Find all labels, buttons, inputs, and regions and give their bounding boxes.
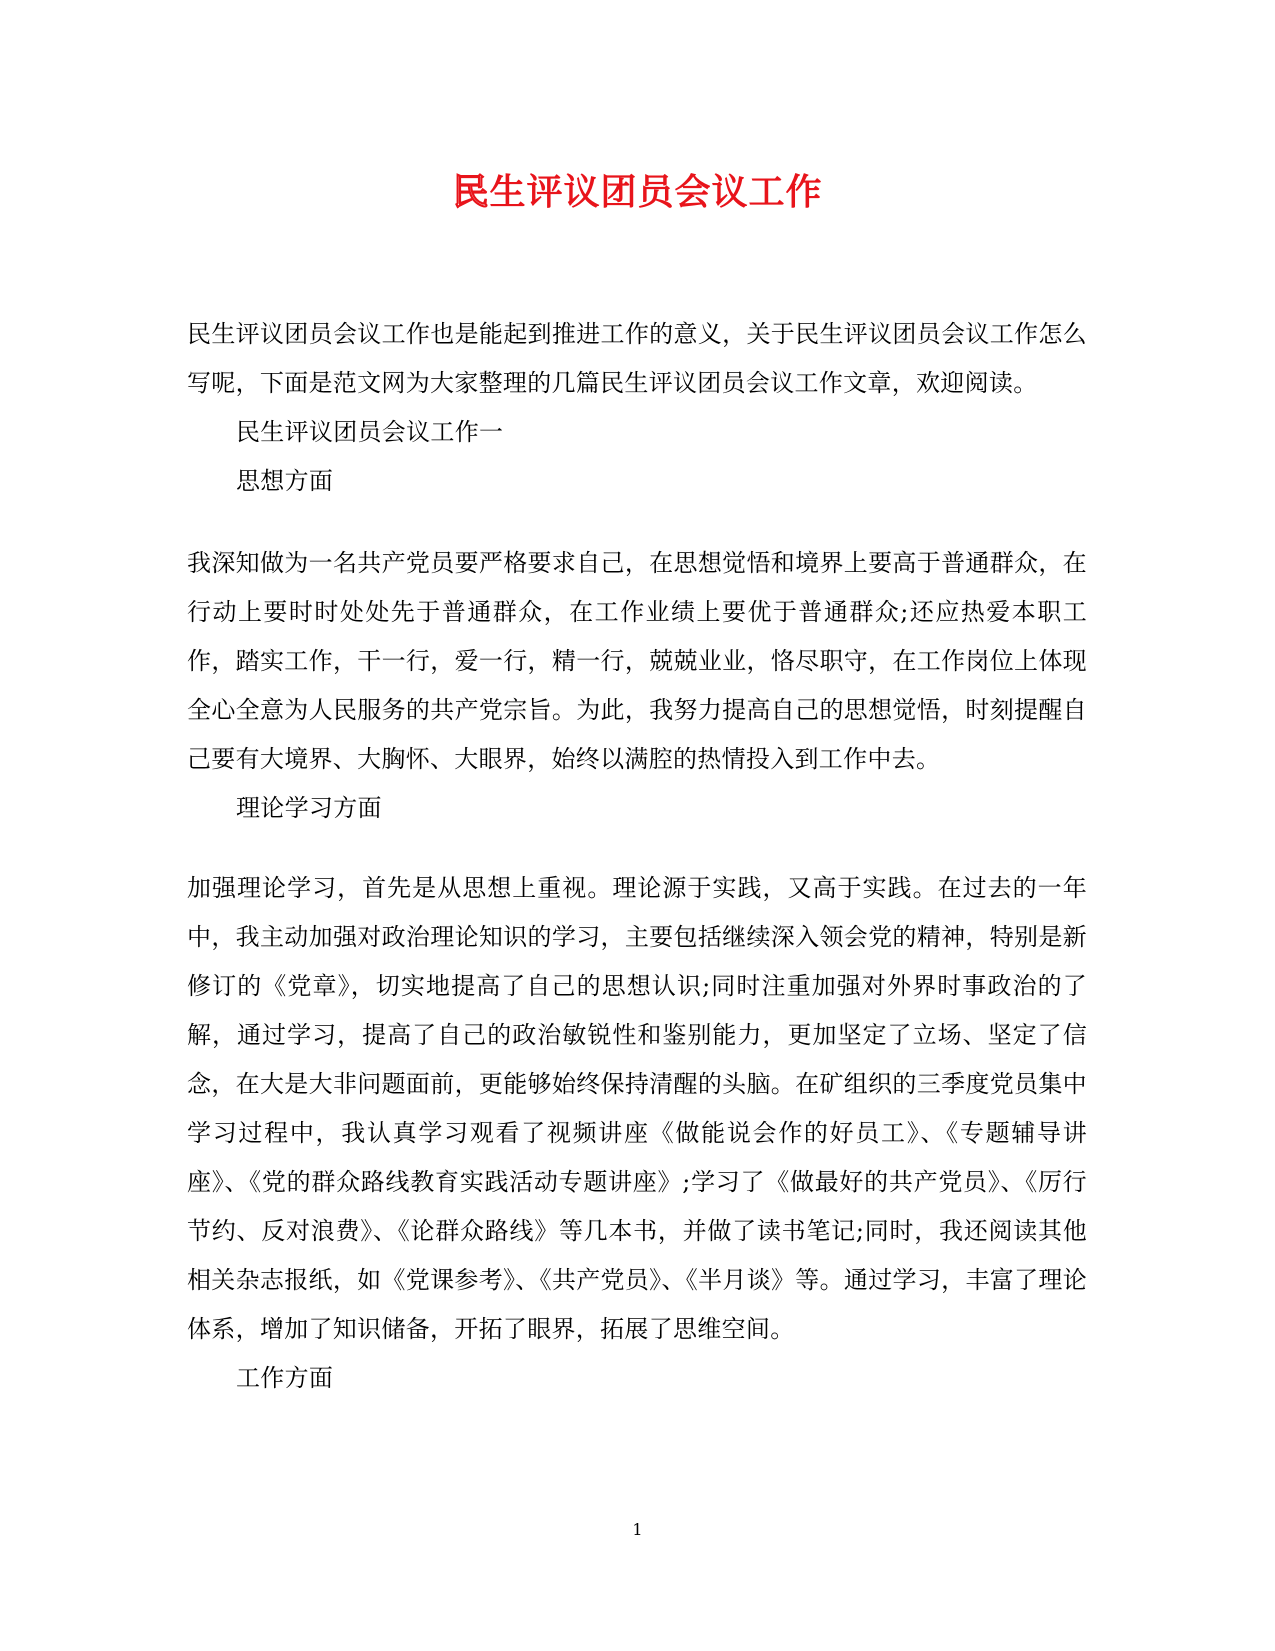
title-first-char: 民 (452, 171, 490, 213)
title-rest: 生评议团员会议工作 (489, 171, 823, 213)
intro-block (187, 310, 1087, 506)
theory-block (187, 864, 1087, 1403)
thought-block (187, 539, 1087, 833)
heading-work: 工作方面 (236, 1364, 334, 1392)
section-title: 民生评议团员会议工作一 (236, 418, 504, 446)
heading-theory: 理论学习方面 (236, 794, 382, 822)
paragraph-thought: 我深知做为一名共产党员要严格要求自己，在思想觉悟和境界上要高于普通群众，在行动上要时时处处先于普通群众，在工作业绩上要优于普通群众;还应热爱本职工作，踏实工作，干一行，爱一行，精一行，兢兢业业，恪尽职守，在工作岗位上体现全心全意为人民服务的共产党宗旨。为此，我努力提高自己的思想觉悟，时刻提醒自己要有大境界、大胸怀、大眼界，始终以满腔的热情投入到工作中去。 (187, 549, 1087, 773)
intro-paragraph: 民生评议团员会议工作也是能起到推进工作的意义，关于民生评议团员会议工作怎么写呢，下面是范文网为大家整理的几篇民生评议团员会议工作文章，欢迎阅读。 (187, 320, 1087, 397)
heading-thought: 思想方面 (236, 467, 334, 495)
page-number: 1 (632, 1520, 643, 1539)
document-title (0, 166, 1275, 218)
paragraph-theory: 加强理论学习，首先是从思想上重视。理论源于实践，又高于实践。在过去的一年中，我主动加强对政治理论知识的学习，主要包括继续深入领会党的精神，特别是新修订的《党章》，切实地提高了自己的思想认识;同时注重加强对外界时事政治的了解，通过学习，提高了自己的政治敏锐性和鉴别能力，更加坚定了立场、坚定了信念，在大是大非问题面前，更能够始终保持清醒的头脑。在矿组织的三季度党员集中学习过程中，我认真学习观看了视频讲座《做能说会作的好员工》、《专题辅导讲座》、《党的群众路线教育实践活动专题讲座》;学习了《做最好的共产党员》、《厉行节约、反对浪费》、《论群众路线》等几本书，并做了读书笔记;同时，我还阅读其他相关杂志报纸，如《党课参考》、《共产党员》、《半月谈》等。通过学习，丰富了理论体系，增加了知识储备，开拓了眼界，拓展了思维空间。 (187, 874, 1087, 1343)
